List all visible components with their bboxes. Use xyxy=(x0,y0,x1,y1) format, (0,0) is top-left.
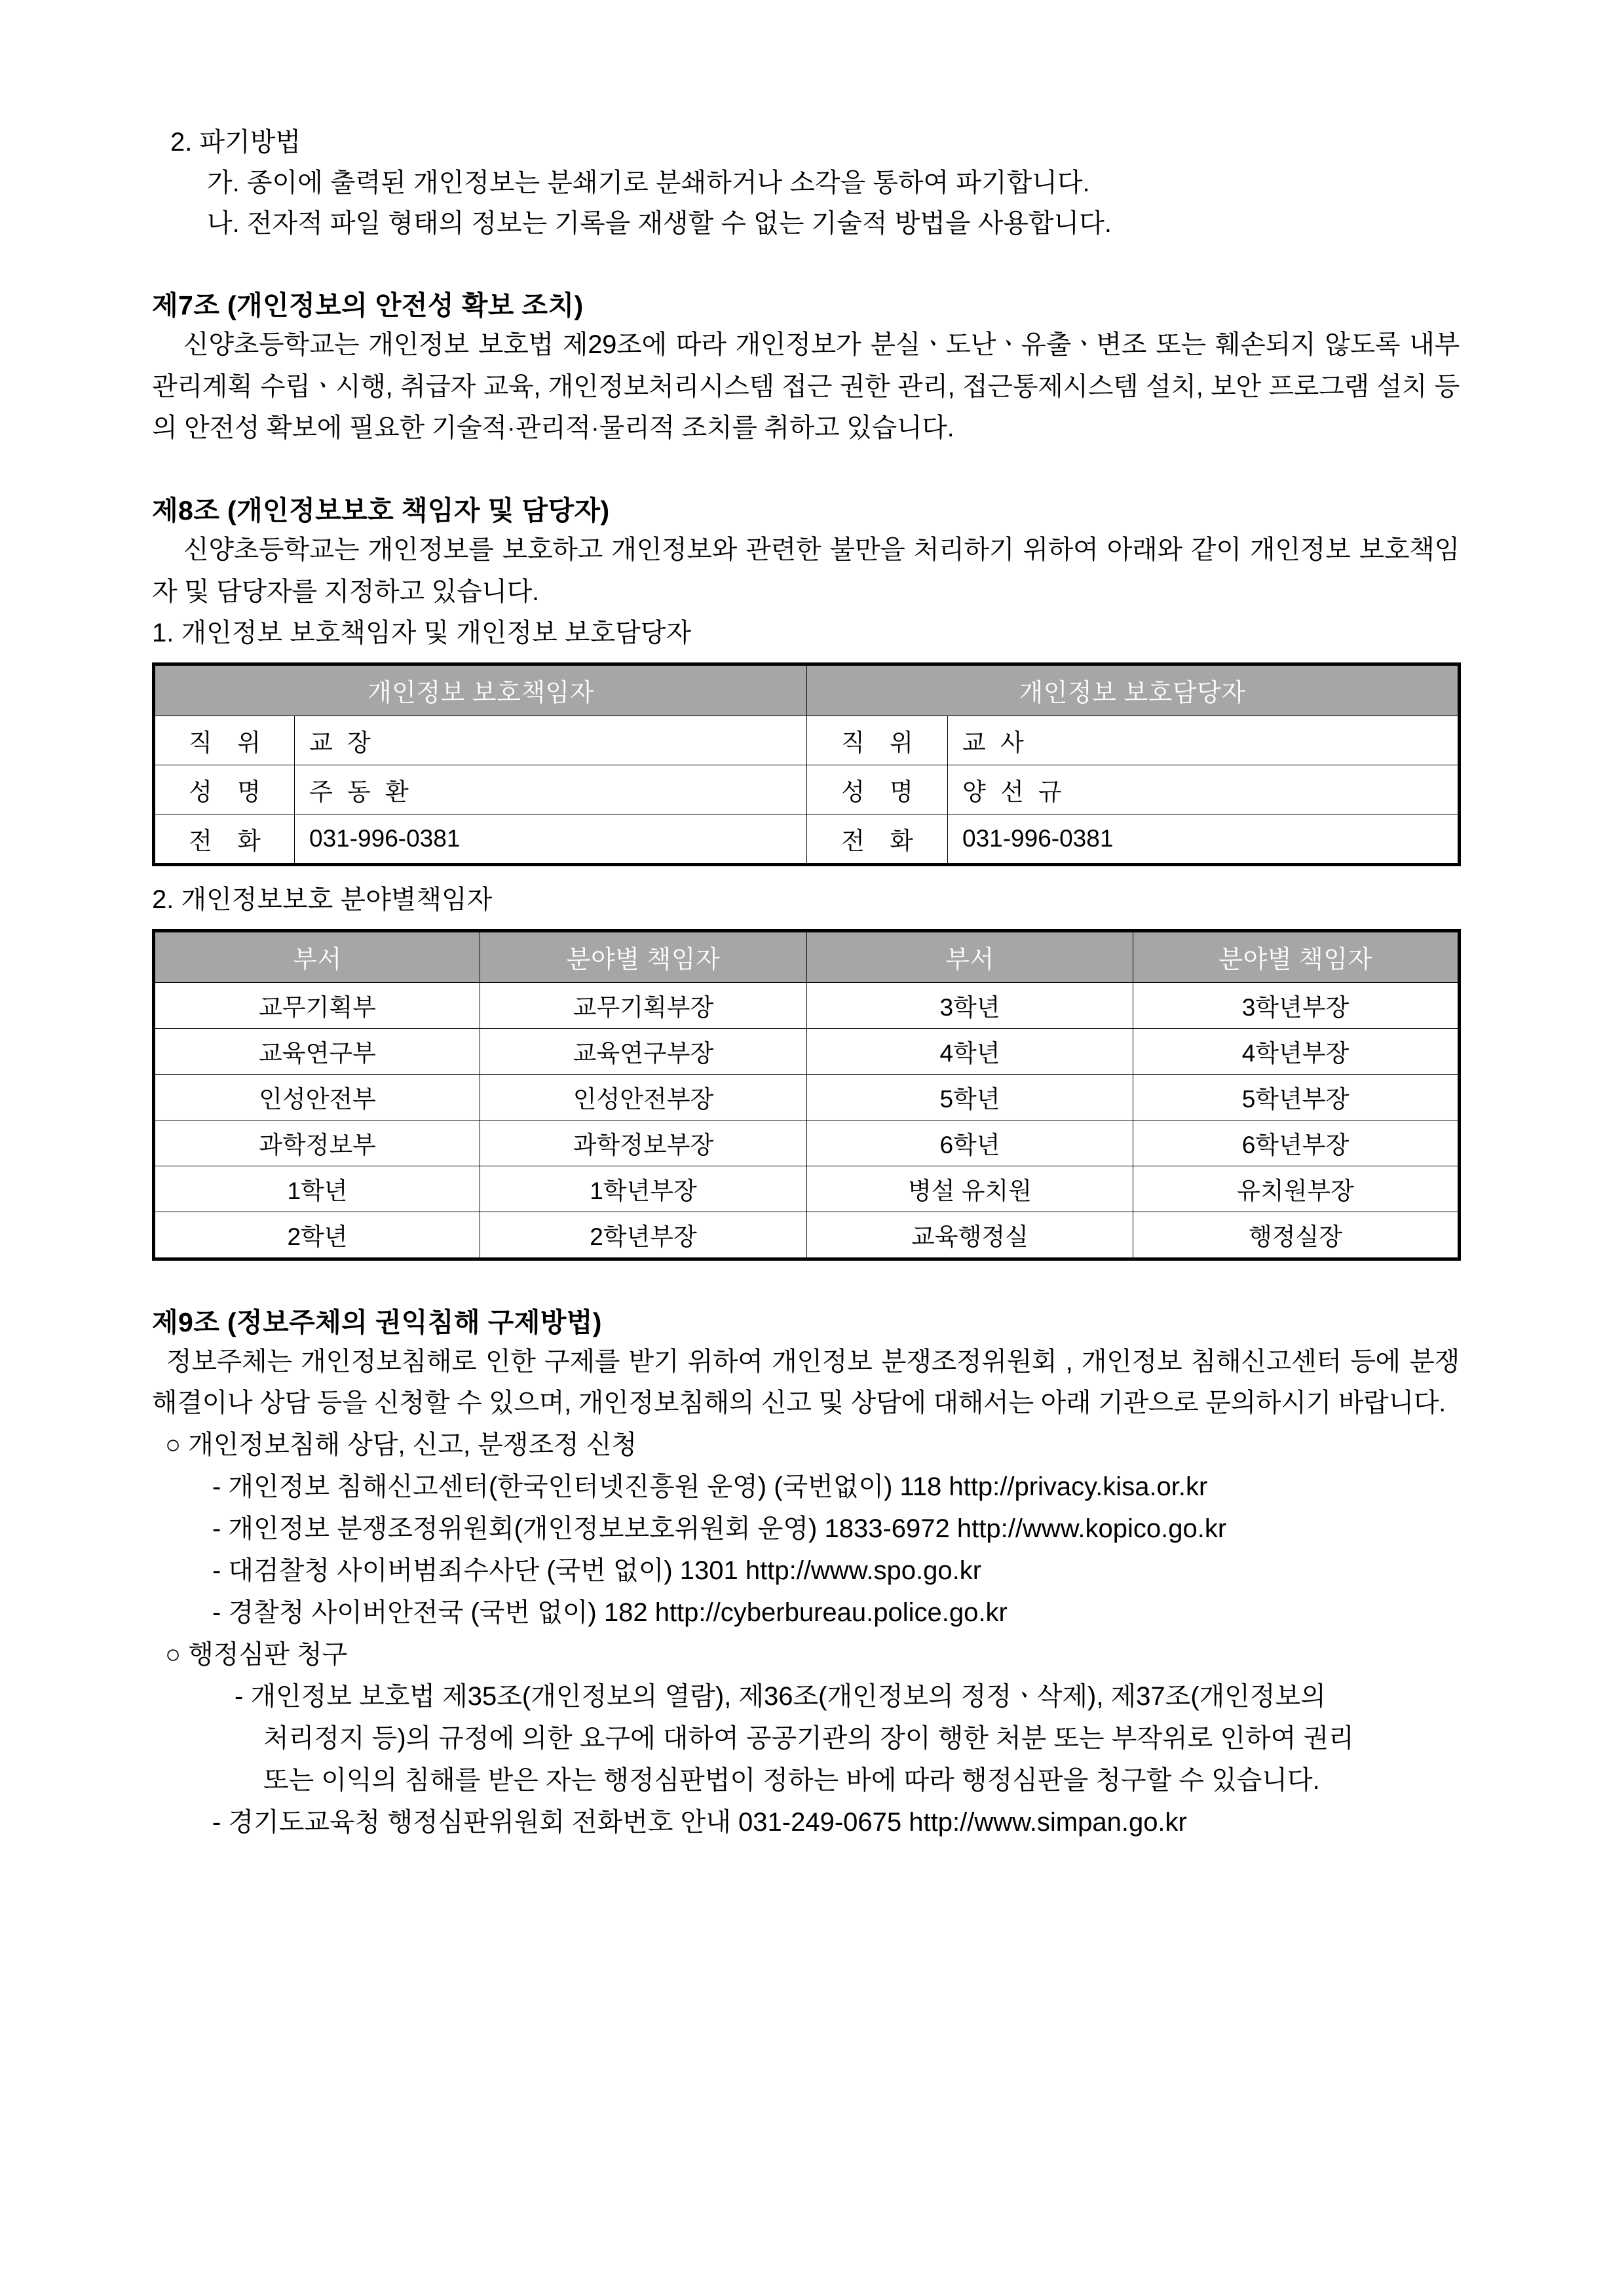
table-row xyxy=(154,1074,1460,1120)
table-row xyxy=(154,1028,1460,1074)
officer-row-0-left-value: 교 장 xyxy=(295,716,807,765)
remedy-item-simpan: - 경기도교육청 행정심판위원회 전화번호 안내 031-249-0675 http://www.simpan.go.kr xyxy=(212,1808,1187,1837)
article-9-title: 제9조 (정보주체의 권익침해 구제방법) xyxy=(152,1307,602,1337)
table-row xyxy=(154,1166,1460,1212)
field-row-5-col-2: 교육행정실 xyxy=(807,1212,1133,1259)
field-row-0-col-3: 3학년부장 xyxy=(1133,982,1460,1028)
officer-row-1-right-label: 성 명 xyxy=(807,765,948,814)
field-row-4-col-3: 유치원부장 xyxy=(1133,1166,1460,1212)
officer-row-1-left-value: 주 동 환 xyxy=(295,765,807,814)
officer-row-2-left-label: 전 화 xyxy=(154,814,295,864)
officer-row-0-right-value: 교 사 xyxy=(948,716,1460,765)
field-row-1-col-3: 4학년부장 xyxy=(1133,1028,1460,1074)
officer-row-1-right-value: 양 선 규 xyxy=(948,765,1460,814)
dash-bullet-icon: - xyxy=(235,1682,244,1712)
remedy-group-2-label-text: 행정심판 청구 xyxy=(188,1640,348,1670)
field-row-5-col-0: 2학년 xyxy=(154,1212,480,1259)
spacer xyxy=(152,1261,1460,1304)
administrative-appeal-line-2: 처리정지 등)의 규정에 의한 요구에 대하여 공공기관의 장이 행한 처분 또는 부작위로 인하여 권리 xyxy=(263,1724,1354,1753)
remedy-item-police: - 경찰청 사이버안전국 (국번 없이) 182 http://cyberbureau.police.go.kr xyxy=(212,1598,1008,1628)
field-row-0-col-2: 3학년 xyxy=(807,982,1133,1028)
article-8-body xyxy=(152,529,1460,612)
field-row-4-col-2: 병설 유치원 xyxy=(807,1166,1133,1212)
destruction-method-item-b: 나. 전자적 파일 형태의 정보는 기록을 재생할 수 없는 기술적 방법을 사용합니다. xyxy=(207,209,1112,238)
field-row-1-col-2: 4학년 xyxy=(807,1028,1133,1074)
remedy-group-1-label xyxy=(152,1424,1460,1466)
destruction-method-item-a: 가. 종이에 출력된 개인정보는 분쇄기로 분쇄하거나 소각을 통하여 파기합니다. xyxy=(207,168,1090,197)
field-table-header-2: 부서 xyxy=(807,930,1133,982)
field-row-3-col-3: 6학년부장 xyxy=(1133,1120,1460,1166)
field-row-0-col-1: 교무기획부장 xyxy=(480,982,807,1028)
field-row-2-col-0: 인성안전부 xyxy=(154,1074,480,1120)
field-row-2-col-1: 인성안전부장 xyxy=(480,1074,807,1120)
field-row-4-col-1: 1학년부장 xyxy=(480,1166,807,1212)
officer-row-0-right-label: 직 위 xyxy=(807,716,948,765)
administrative-appeal-paragraph xyxy=(152,1675,1460,1801)
remedy-group-2-label xyxy=(152,1634,1460,1675)
article-8-list2-label: 2. 개인정보보호 분야별책임자 xyxy=(152,885,493,914)
field-row-5-col-3: 행정실장 xyxy=(1133,1212,1460,1259)
officer-table-header-manager: 개인정보 보호담당자 xyxy=(807,664,1460,716)
field-table-header-row xyxy=(154,930,1460,982)
remedy-group-1-label-text: 개인정보침해 상담, 신고, 분쟁조정 신청 xyxy=(188,1430,637,1460)
article-7-body xyxy=(152,324,1460,449)
administrative-appeal-line-1: 개인정보 보호법 제35조(개인정보의 열람), 제36조(개인정보의 정정ㆍ삭제), 제37조(개인정보의 xyxy=(250,1682,1326,1712)
field-table-header-3: 분야별 책임자 xyxy=(1133,930,1460,982)
destruction-method-heading: 2. 파기방법 xyxy=(170,128,301,157)
field-row-1-col-0: 교육연구부 xyxy=(154,1028,480,1074)
officer-row-0-left-label: 직 위 xyxy=(154,716,295,765)
field-table-header-0: 부서 xyxy=(154,930,480,982)
field-table-header-1: 분야별 책임자 xyxy=(480,930,807,982)
article-8-body-text: 신양초등학교는 개인정보를 보호하고 개인정보와 관련한 불만을 처리하기 위하여 아래와 같이 개인정보 보호책임자 및 담당자를 지정하고 있습니다. xyxy=(152,535,1460,606)
officer-row-1-left-label: 성 명 xyxy=(154,765,295,814)
officer-row-2-right-value: 031-996-0381 xyxy=(948,814,1460,864)
table-row xyxy=(154,716,1460,765)
circle-bullet-icon: ○ xyxy=(165,1640,181,1670)
field-row-5-col-1: 2학년부장 xyxy=(480,1212,807,1259)
article-8-title: 제8조 (개인정보보호 책임자 및 담당자) xyxy=(152,495,610,526)
table-row xyxy=(154,1212,1460,1259)
officer-table-header-row xyxy=(154,664,1460,716)
table-row xyxy=(154,982,1460,1028)
field-row-3-col-2: 6학년 xyxy=(807,1120,1133,1166)
article-9-body-text: 정보주체는 개인정보침해로 인한 구제를 받기 위하여 개인정보 분쟁조정위원회 , 개인정보 침해신고센터 등에 분쟁 해결이나 상담 등을 신청할 수 있으며, 개인정보침해의 신고 및 상담에 대해서는 아래 기관으로 문의하시기 바랍니다. xyxy=(152,1347,1460,1418)
remedy-item-kisa: - 개인정보 침해신고센터(한국인터넷진흥원 운영) (국번없이) 118 http://privacy.kisa.or.kr xyxy=(212,1472,1208,1502)
field-row-2-col-3: 5학년부장 xyxy=(1133,1074,1460,1120)
field-row-0-col-0: 교무기획부 xyxy=(154,982,480,1028)
table-row xyxy=(154,814,1460,864)
officer-row-2-left-value: 031-996-0381 xyxy=(295,814,807,864)
document-content xyxy=(152,122,1460,1843)
table-row xyxy=(154,1120,1460,1166)
officer-table xyxy=(152,662,1461,866)
table-row xyxy=(154,765,1460,814)
article-9-body xyxy=(152,1341,1460,1424)
administrative-appeal-line-3: 또는 이익의 침해를 받은 자는 행정심판법이 정하는 바에 따라 행정심판을 청구할 수 있습니다. xyxy=(263,1766,1320,1795)
article-7-body-text: 신양초등학교는 개인정보 보호법 제29조에 따라 개인정보가 분실ㆍ도난ㆍ유출ㆍ변조 또는 훼손되지 않도록 내부 관리계획 수립ㆍ시행, 취급자 교육, 개인정보처리시스템 접근 권한 관리, 접근통제시스템 설치, 보안 프로그램 설치 등의 안전성 확보에 필요한 기술적·관리적·물리적 조치를 취하고 있습니다. xyxy=(152,330,1460,442)
field-row-1-col-1: 교육연구부장 xyxy=(480,1028,807,1074)
circle-bullet-icon: ○ xyxy=(165,1430,181,1460)
field-row-3-col-0: 과학정보부 xyxy=(154,1120,480,1166)
remedy-item-spo: - 대검찰청 사이버범죄수사단 (국번 없이) 1301 http://www.spo.go.kr xyxy=(212,1556,982,1586)
remedy-item-kopico: - 개인정보 분쟁조정위원회(개인정보보호위원회 운영) 1833-6972 http://www.kopico.go.kr xyxy=(212,1514,1227,1544)
field-row-3-col-1: 과학정보부장 xyxy=(480,1120,807,1166)
article-8-list1-label: 1. 개인정보 보호책임자 및 개인정보 보호담당자 xyxy=(152,618,692,647)
article-7-title: 제7조 (개인정보의 안전성 확보 조치) xyxy=(152,290,584,320)
field-row-2-col-2: 5학년 xyxy=(807,1074,1133,1120)
officer-table-header-responsible: 개인정보 보호책임자 xyxy=(154,664,807,716)
field-manager-table xyxy=(152,929,1461,1261)
spacer xyxy=(152,449,1460,492)
officer-row-2-right-label: 전 화 xyxy=(807,814,948,864)
spacer xyxy=(152,244,1460,287)
field-row-4-col-0: 1학년 xyxy=(154,1166,480,1212)
spacer xyxy=(152,866,1460,879)
